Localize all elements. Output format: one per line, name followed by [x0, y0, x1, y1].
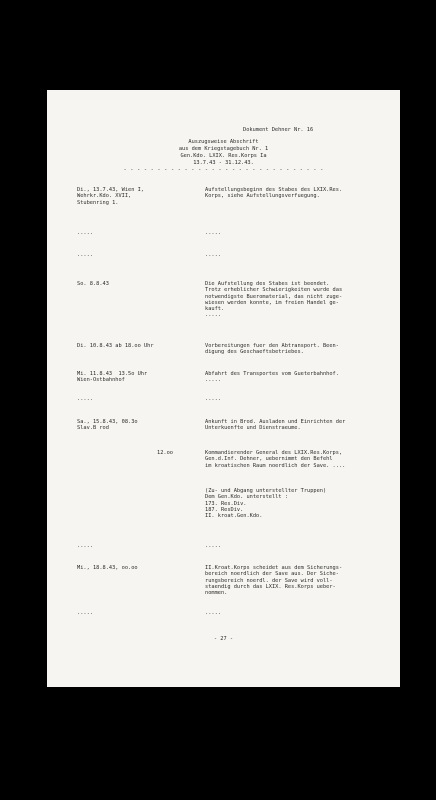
entry-date: ..... [77, 543, 93, 549]
entry-date: Mi., 18.8.43, oo.oo [77, 565, 138, 571]
entry-text: ..... [205, 252, 221, 258]
header-line-4: 13.7.43 - 31.12.43. [193, 160, 254, 166]
entry-text: Vorbereitungen fuer den Abtransport. Been- digung des Geschaeftsbetriebes. [205, 343, 339, 356]
document-page [47, 90, 400, 687]
entry-date: Mi. 11.8.43 13.5o Uhr Wien-Ostbahnhof [77, 371, 148, 384]
entry-text: ..... [205, 230, 221, 236]
entry-date: ..... [77, 252, 93, 258]
entry-date: ..... [77, 610, 93, 616]
entry-text: Abfahrt des Transportes vom Gueterbahnhof. ..... [205, 371, 339, 384]
entry-text: (Zu- und Abgang unterstellter Truppen) Dem Gen.Kdo. unterstellt : 173. Res.Div. 187. ResDiv. II. kroat.Gen.Kdo. [205, 488, 327, 520]
header-line-2: aus dem Kriegstagebuch Nr. 1 [178, 146, 269, 152]
header-line-3: Gen.Kdo. LXIX. Res.Korps Ia [180, 153, 267, 159]
entry-date: So. 8.8.43 [77, 281, 109, 287]
entry-text: II.Kroat.Korps scheidet aus dem Sicherungs- bereich noerdlich der Save aus. Der Siche- rungsbereich noerdl. der Save wird voll- staendig durch das LXIX. Res.Korps ueber- nommen. [205, 565, 343, 597]
header-title: Auszugsweise Abschrift [188, 139, 259, 145]
entry-date: ..... [77, 396, 93, 402]
entry-text: Ankunft in Brod. Ausladen und Einrichten der Unterkuenfte und Dienstraeume. [205, 419, 346, 432]
entry-text: Die Aufstellung des Stabes ist beendet. Trotz erheblicher Schwierigkeiten wurde das notwendigste Bueromaterial, das nicht zuge- wiesen werden konnte, im freien Handel ge- kauft. ..... [205, 281, 343, 319]
entry-date: Di. 10.8.43 ab 18.oo Uhr [77, 343, 154, 349]
entry-text: ..... [205, 396, 221, 402]
document-label: Dokument Dehner Nr. 16 [243, 127, 314, 133]
header-rule: - - - - - - - - - - - - - - - - - - - - - - - - - - - - - - [123, 167, 324, 173]
entry-text: ..... [205, 543, 221, 549]
entry-date: Di., 13.7.43, Wien I, Wehrkr.Kdo. XVII, Stubenring 1. [77, 187, 144, 206]
entry-date: Sa., 15.8.43, 08.3o Slav.B rod [77, 419, 138, 432]
entry-date: ..... [77, 230, 93, 236]
entry-time: 12.oo [157, 450, 173, 456]
page-number: - 27 - [213, 636, 234, 642]
entry-text: ..... [205, 610, 221, 616]
entry-text: Kommandierender General des LXIX.Res.Korps, Gen.d.Inf. Dehner, uebernimmt den Befehl im kroatischen Raum noerdlich der Save. .... [205, 450, 346, 469]
entry-text: Aufstellungsbeginn des Stabes des LXIX.Res. Korps, siehe Aufstellungsverfuegung. [205, 187, 343, 200]
